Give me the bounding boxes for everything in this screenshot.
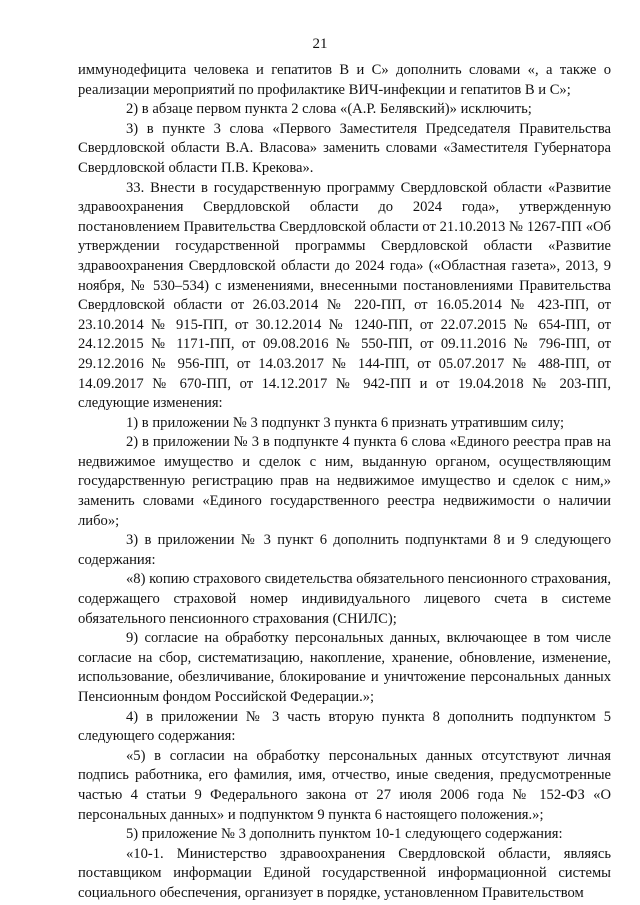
paragraph-continuation: иммунодефицита человека и гепатитов В и С» дополнить словами «, а также о реализации мероприятий по профилактике ВИЧ-инфекции и гепатитов В и С»; (78, 62, 611, 98)
paragraph: 3) в приложении № 3 пункт 6 дополнить подпунктами 8 и 9 следующего содержания: (78, 532, 611, 568)
page-number: 21 (312, 36, 328, 52)
paragraph-quote: «8) копию страхового свидетельства обязательного пенсионного страхования, содержащего страховой номер индивидуального лицевого счета в системе обязательного пенсионного страхования (СНИЛС); (78, 571, 611, 627)
paragraph-quote: 9) согласие на обработку персональных данных, включающее в том числе согласие на сбор, систематизацию, накопление, хранение, обновление, изменение, использование, обезличивание, блокирование и уничтожение персональных данных Пенсионным фондом Российской Федерации.»; (78, 630, 611, 705)
document-body (78, 61, 611, 904)
paragraph: 4) в приложении № 3 часть вторую пункта 8 дополнить подпунктом 5 следующего содержания: (78, 708, 611, 745)
paragraph: 2) в приложении № 3 в подпункте 4 пункта 6 слова «Единого реестра прав на недвижимое имущество и сделок с ним, выданную органом, осуществляющим государственную регистрацию прав на недвижимое имущество и сделок с ним,» заменить словами «Единого государственного реестра недвижимости о наличии либо»; (78, 434, 611, 529)
paragraph: 3) в пункте 3 слова «Первого Заместителя Председателя Правительства Свердловской области В.А. Власова» заменить словами «Заместителя Губернатора Свердловской области П.В. Крекова». (78, 120, 611, 176)
paragraph-item-33: 33. Внести в государственную программу Свердловской области «Развитие здравоохранения Свердловской области до 2024 года», утвержденную постановлением Правительства Свердловской области от 21.10.2013 № 1267-ПП «Об утверждении государственной программы Свердловской области «Развитие здравоохранения Свердловской области до 2024 года» («Областная газета», 2013, 9 ноября, № 530–534) с изменениями, внесенными постановлениями Правительства Свердловской области от 26.03.2014 № 220-ПП, от 16.05.2014 № 423-ПП, от 23.10.2014 № 915-ПП, от 30.12.2014 № 1240-ПП, от 22.07.2015 № 654-ПП, от 24.12.2015 № 1171-ПП, от 09.08.2016 № 550-ПП, от 09.11.2016 № 796-ПП, от 29.12.2016 № 956-ПП, от 14.03.2017 № 144-ПП, от 05.07.2017 № 488-ПП, от 14.09.2017 № 670-ПП, от 14.12.2017 № 942-ПП и от 19.04.2018 № 203-ПП, следующие изменения: (78, 179, 611, 412)
paragraph: 5) приложение № 3 дополнить пунктом 10-1 следующего содержания: (126, 826, 563, 843)
paragraph: 2) в абзаце первом пункта 2 слова «(А.Р. Белявский)» исключить; (126, 101, 532, 118)
paragraph-quote: «5) в согласии на обработку персональных данных отсутствуют личная подпись работника, его фамилия, имя, отчество, иные сведения, предусмотренные частью 4 статьи 9 Федерального закона от 27 июля 2006 года № 152-ФЗ «О персональных данных» и подпунктом 9 пункта 6 настоящего положения.»; (78, 747, 611, 823)
paragraph: 1) в приложении № 3 подпункт 3 пункта 6 признать утратившим силу; (126, 414, 565, 431)
paragraph-quote: «10-1. Министерство здравоохранения Свердловской области, являясь поставщиком информации Единой государственной информационной системы социального обеспечения, организует в порядке, установленном Правительством (78, 845, 611, 901)
